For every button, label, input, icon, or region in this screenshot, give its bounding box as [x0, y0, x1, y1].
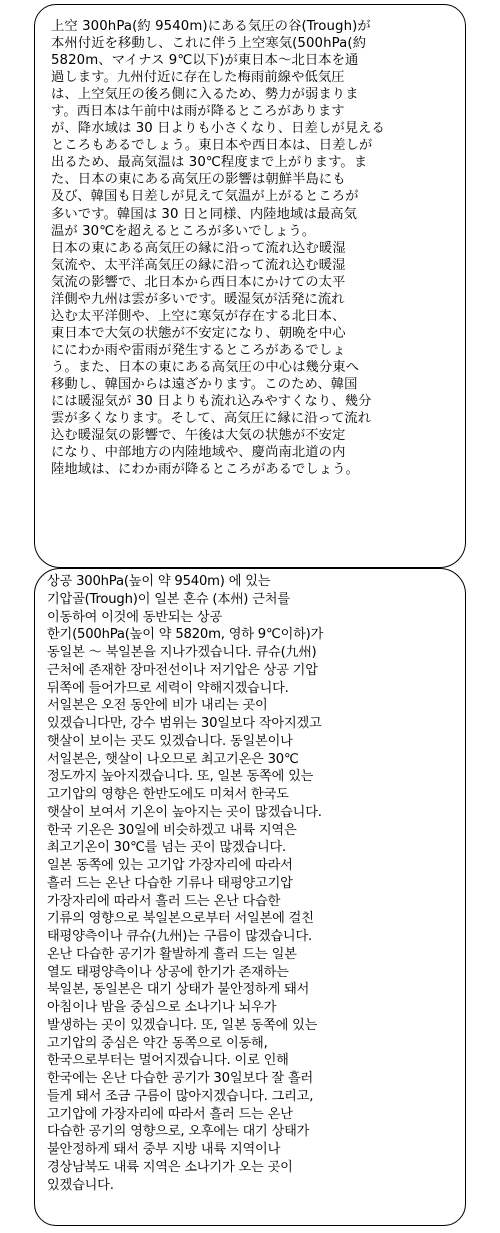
korean-forecast-bubble: [34, 568, 466, 1226]
korean-forecast-text: 상공 300hPa(높이 약 9540m) 에 있는 기압골(Trough)이 일본 혼슈 (本州) 근처를 이동하여 이것에 동반되는 상공 한기(500hPa(높이 약 5820m, 영하 9℃이하)가 동일본 ～ 북일본을 지나가겠습니다. 큐슈(九州) 근처에 존재한 장마전선이나 저기압은 상공 기압 뒤쪽에 들어가므로 세력이 약해지겠습니다. 서일본은 오전 동안에 비가 내리는 곳이 있겠습니다만, 강수 범위는 30일보다 작아지겠고 햇살이 보이는 곳도 있겠습니다. 동일본이나 서일본은, 햇살이 나오므로 최고기온은 30℃ 정도까지 높아지겠습니다. 또, 일본 동쪽에 있는 고기압의 영향은 한반도에도 미쳐서 한국도 햇살이 보여서 기온이 높아지는 곳이 많겠습니다. 한국 기온은 30일에 비슷하겠고 내륙 지역은 최고기온이 30℃를 넘는 곳이 많겠습니다. 일본 동쪽에 있는 고기압 가장자리에 따라서 흘러 드는 온난 다습한 기류나 태평양고기압 가장자리에 따라서 흘러 드는 온난 다습한 기류의 영향으로 북일본으로부터 서일본에 걸친 태평양측이나 큐슈(九州)는 구름이 많겠습니다. 온난 다습한 공기가 활발하게 흘러 드는 일본 열도 태평양측이나 상공에 한기가 존재하는 북일본, 동일본은 대기 상태가 불안정하게 돼서 아침이나 밤을 중심으로 소나기나 뇌우가 발생하는 곳이 있겠습니다. 또, 일본 동쪽에 있는 고기압의 중심은 약간 동쪽으로 이동해, 한국으로부터는 멀어지겠습니다. 이로 인해 한국에는 온난 다습한 공기가 30일보다 잘 흘러 들게 돼서 조금 구름이 많아지겠습니다. 그리고, 고기압에 가장자리에 따라서 흘러 드는 온난 다습한 공기의 영향으로, 오후에는 대기 상태가 불안정하게 돼서 중부 지방 내륙 지역이나 경상남북도 내륙 지역은 소나기가 오는 곳이 있겠습니다.: [47, 574, 324, 1193]
japanese-forecast-text: 上空 300hPa(約 9540m)にある気圧の谷(Trough)が 本州付近を移動し、これに伴う上空寒気(500hPa(約 5820m、マイナス 9℃以下)が東日本～北日本を通 過します。九州付近に存在した梅雨前線や低気圧 は、上空気圧の後ろ側に入るため、勢力が弱まりま す。西日本は午前中は雨が降るところがあります が、降水域は 30 日よりも小さくなり、日差しが見える ところもあるでしょう。東日本や西日本は、日差しが 出るため、最高気温は 30℃程度まで上がります。ま た、日本の東にある高気圧の影響は朝鮮半島にも 及び、韓国も日差しが見えて気温が上がるところが 多いです。韓国は 30 日と同様、内陸地域は最高気 温が 30℃を超えるところが多いでしょう。 日本の東にある高気圧の縁に沿って流れ込む暖湿 気流や、太平洋高気圧の縁に沿って流れ込む暖湿 気流の影響で、北日本から西日本にかけての太平 洋側や九州は雲が多いです。暖湿気が活発に流れ 込む太平洋側や、上空に寒気が存在する北日本、 東日本で大気の状態が不安定になり、朝晩を中心 ににわか雨や雷雨が発生するところがあるでしょ う。また、日本の東にある高気圧の中心は幾分東へ 移動し、韓国からは遠ざかります。このため、韓国 には暖湿気が 30 日よりも流れ込みやすくなり、幾分 雲が多くなります。そして、高気圧に縁に沿って流れ 込む暖湿気の影響で、午後は大気の状態が不安定 になり、中部地方の内陸地域や、慶尚南北道の内 陸地域は、にわか雨が降るところがあるでしょう。: [51, 19, 385, 478]
japanese-forecast-bubble: [34, 4, 466, 568]
